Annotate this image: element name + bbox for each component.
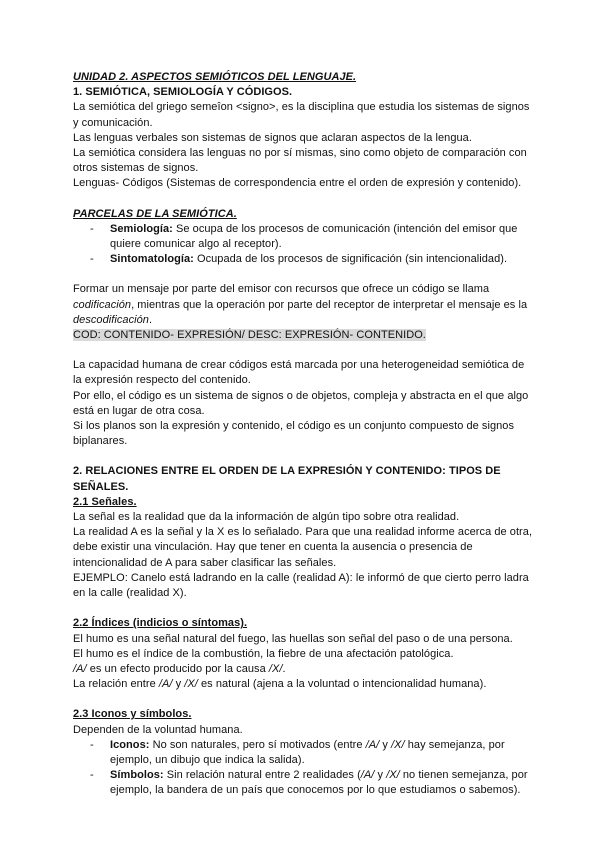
- spacer: [73, 449, 535, 464]
- list-item: [73, 768, 535, 798]
- subsection-heading: 2.3 Iconos y símbolos.: [73, 708, 192, 721]
- paragraph: Si los planos son la expresión y contenido, el código es un conjunto compuesto de signos biplanares.: [73, 420, 515, 448]
- parcelas-list: [73, 222, 535, 268]
- emphasis: /X/: [386, 769, 400, 782]
- text-run: La relación entre: [73, 678, 159, 691]
- text-run: .: [282, 662, 286, 675]
- spacer: [73, 692, 535, 707]
- document-page: [73, 70, 535, 799]
- subsection-heading: 2.2 Índices (indicios o síntomas).: [73, 617, 248, 630]
- text-run: es un efecto producido por la causa: [86, 662, 269, 675]
- text-run: no tienen semejanza, por ejemplo, la bandera de un país que conocemos por lo que estudiamos o sabemos).: [110, 769, 528, 797]
- paragraph: La capacidad humana de crear códigos está marcada por una heterogeneidad semiótica de la expresión respecto del contenido.: [73, 359, 525, 387]
- paragraph: El humo es una señal natural del fuego, las huellas son señal del paso o de una persona.: [73, 632, 513, 645]
- paragraph: Las lenguas verbales son sistemas de signos que aclaran aspectos de la lengua.: [73, 131, 472, 144]
- emphasis: /A/: [73, 662, 87, 675]
- term-label: Iconos:: [110, 738, 150, 751]
- term-definition: Se ocupa de los procesos de comunicación (intención del emisor que quiere comunicar algo al receptor).: [110, 222, 518, 251]
- paragraph: [73, 677, 535, 692]
- text-run: y: [374, 769, 387, 782]
- term-label: Símbolos:: [110, 769, 164, 782]
- text-run: y: [379, 738, 392, 751]
- emphasis: /A/: [158, 678, 173, 691]
- paragraph: EJEMPLO: Canelo está ladrando en la calle (realidad A): le informó de que cierto perro ladra en la calle (realidad X).: [73, 571, 529, 600]
- paragraph: La semiótica considera las lenguas no por sí mismas, sino como objeto de comparación con otros sistemas de signos.: [73, 147, 527, 175]
- iconos-simbolos-list: [73, 738, 535, 799]
- parcelas-heading: PARCELAS DE LA SEMIÓTICA.: [73, 207, 237, 220]
- text-run: , mientras que la operación por parte del receptor de interpretar el mensaje es la: [131, 298, 528, 311]
- paragraph: Dependen de la voluntad humana.: [73, 723, 243, 736]
- paragraph: La realidad A es la señal y la X es lo señalado. Para que una realidad informe acerca de otra, debe existir una vinculación. Hay que tener en cuenta la ausencia o presencia de intencionalidad de A para saber clasificar las señales.: [73, 526, 533, 569]
- emphasis: /X/: [391, 738, 405, 751]
- section-1-heading: 1. SEMIÓTICA, SEMIOLOGÍA Y CÓDIGOS.: [73, 86, 293, 99]
- subsection-heading: 2.1 Señales.: [73, 495, 137, 508]
- text-run: Formar un mensaje por parte del emisor con recursos que ofrece un código se llama: [73, 283, 490, 296]
- spacer: [73, 192, 535, 207]
- text-run: es natural (ajena a la voluntad o intencionalidad humana).: [197, 678, 487, 691]
- paragraph: Por ello, el código es un sistema de signos o de objetos, compleja y abstracta en el que algo está en lugar de otra cosa.: [73, 389, 529, 417]
- emphasis: codificación: [73, 298, 132, 311]
- text-run: hay semejanza, por ejemplo, un dibujo que indica la salida).: [110, 738, 505, 766]
- paragraph: El humo es el índice de la combustión, la fiebre de una afectación patológica.: [73, 647, 454, 660]
- list-item: [73, 222, 535, 252]
- list-item: [73, 252, 535, 267]
- emphasis: descodificación: [73, 313, 149, 326]
- section-2-heading: 2. RELACIONES ENTRE EL ORDEN DE LA EXPRESIÓN Y CONTENIDO: TIPOS DE SEÑALES.: [73, 465, 501, 493]
- emphasis: /A/: [360, 769, 375, 782]
- emphasis: /A/: [365, 738, 380, 751]
- emphasis: /X/: [268, 662, 283, 675]
- term-definition: Ocupada de los procesos de significación (sin intencionalidad).: [193, 253, 508, 266]
- term-label: Semiología:: [110, 222, 173, 235]
- highlighted-note: [73, 328, 535, 343]
- document-title: UNIDAD 2. ASPECTOS SEMIÓTICOS DEL LENGUAJE.: [73, 71, 357, 83]
- spacer: [73, 343, 535, 358]
- text-run: .: [148, 313, 153, 326]
- text-run: Sin relación natural entre 2 realidades (: [163, 769, 361, 782]
- text-run: No son naturales, pero sí motivados (entre: [149, 738, 366, 751]
- emphasis: /X/: [184, 678, 198, 691]
- paragraph: Lenguas- Códigos (Sistemas de correspondencia entre el orden de expresión y contenido).: [73, 177, 522, 190]
- paragraph: [73, 662, 535, 677]
- spacer: [73, 601, 535, 616]
- list-item: [73, 738, 535, 768]
- text-run: y: [172, 678, 185, 691]
- spacer: [73, 267, 535, 282]
- term-label: Sintomatología:: [110, 253, 194, 266]
- paragraph: La señal es la realidad que da la información de algún tipo sobre otra realidad.: [73, 511, 460, 524]
- paragraph: [73, 282, 535, 328]
- paragraph: La semiótica del griego semeîon <signo>, es la disciplina que estudia los sistemas de signos y comunicación.: [73, 101, 530, 129]
- highlight: COD: CONTENIDO- EXPRESIÓN/ DESC: EXPRESIÓN- CONTENIDO.: [73, 329, 426, 342]
